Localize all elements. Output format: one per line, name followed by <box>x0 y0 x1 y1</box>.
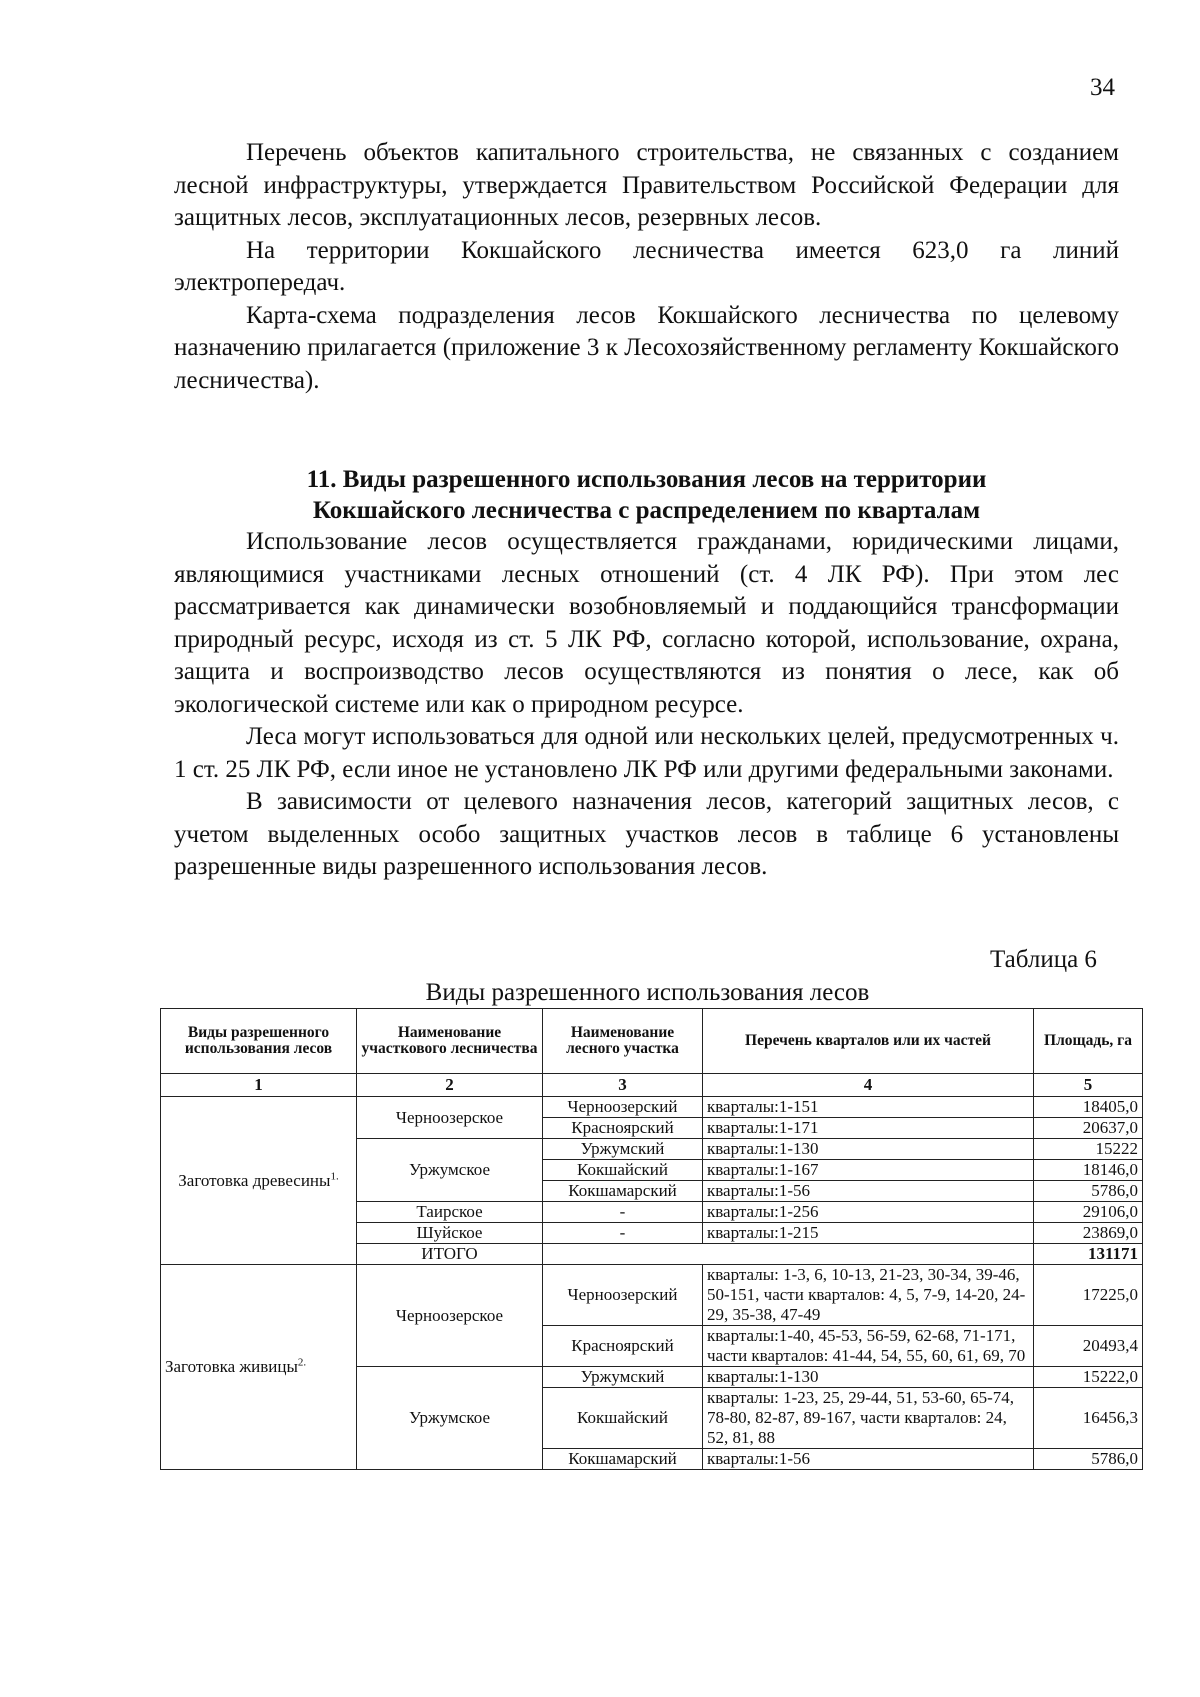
column-header: Перечень кварталов или их частей <box>703 1009 1034 1074</box>
forestry-cell: Таирское <box>357 1202 543 1223</box>
area-cell: 5786,0 <box>1034 1449 1143 1470</box>
column-header: Площадь, га <box>1034 1009 1143 1074</box>
plot-cell: Уржумский <box>543 1139 703 1160</box>
footnote-marker: 2. <box>297 1356 307 1369</box>
area-cell: 23869,0 <box>1034 1223 1143 1244</box>
heading-line: Кокшайского лесничества с распределением по кварталам <box>312 497 981 524</box>
paragraph: Перечень объектов капитального строительства, не связанных с созданием лесной инфраструктуры, утверждается Правительством Российской Федерации для защитных лесов, эксплуатационных лесов, резервных лесов. <box>174 139 1119 231</box>
area-cell: 15222 <box>1034 1139 1143 1160</box>
quarters-cell: кварталы:1-56 <box>703 1449 1034 1470</box>
quarters-cell: кварталы:1-151 <box>703 1097 1034 1118</box>
paragraph: На территории Кокшайского лесничества имеется 623,0 га линий электропередач. <box>174 236 1119 296</box>
area-cell: 18146,0 <box>1034 1160 1143 1181</box>
plot-cell: Кокшамарский <box>543 1449 703 1470</box>
quarters-cell: кварталы:1-56 <box>703 1181 1034 1202</box>
plot-cell: Кокшамарский <box>543 1181 703 1202</box>
paragraph: Леса могут использоваться для одной или нескольких целей, предусмотренных ч. 1 ст. 25 ЛК РФ, если иное не установлено ЛК РФ или другими федеральными законами. <box>174 723 1119 783</box>
paragraph: В зависимости от целевого назначения лесов, категорий защитных лесов, с учетом выделенных особо защитных участков лесов в таблице 6 установлены разрешенные виды разрешенного использования лесов. <box>174 788 1119 880</box>
forestry-cell: Шуйское <box>357 1223 543 1244</box>
table-row <box>161 1265 1143 1326</box>
quarters-cell: кварталы:1-130 <box>703 1367 1034 1388</box>
column-number: 1 <box>161 1074 357 1097</box>
column-number: 4 <box>703 1074 1034 1097</box>
use-type-cell <box>161 1097 357 1265</box>
use-type-cell <box>161 1265 357 1470</box>
plot-cell: Уржумский <box>543 1367 703 1388</box>
quarters-cell: кварталы:1-130 <box>703 1139 1034 1160</box>
page-number: 34 <box>1090 74 1115 101</box>
table-label: Таблица 6 <box>990 946 1097 973</box>
column-header: Наименование участкового лесничества <box>357 1009 543 1074</box>
total-value: 131171 <box>1034 1244 1143 1265</box>
area-cell: 15222,0 <box>1034 1367 1143 1388</box>
forestry-cell: Уржумское <box>357 1139 543 1202</box>
quarters-cell: кварталы:1-171 <box>703 1118 1034 1139</box>
plot-cell: Черноозерский <box>543 1265 703 1326</box>
use-type-label: Заготовка древесины <box>178 1170 331 1190</box>
body-text <box>174 526 1119 884</box>
paragraph: Карта-схема подразделения лесов Кокшайского лесничества по целевому назначению прилагается (приложение 3 к Лесохозяйственному регламенту Кокшайского лесничества). <box>174 301 1119 394</box>
column-header: Виды разрешенного использования лесов <box>161 1009 357 1074</box>
area-cell: 17225,0 <box>1034 1265 1143 1326</box>
area-cell: 29106,0 <box>1034 1202 1143 1223</box>
heading-line: 11. Виды разрешенного использования лесов на территории <box>306 466 987 493</box>
forestry-cell: Уржумское <box>357 1367 543 1470</box>
area-cell: 16456,3 <box>1034 1388 1143 1449</box>
plot-cell: Красноярский <box>543 1326 703 1367</box>
area-cell: 20637,0 <box>1034 1118 1143 1139</box>
plot-cell: Черноозерский <box>543 1097 703 1118</box>
column-header: Наименование лесного участка <box>543 1009 703 1074</box>
quarters-cell: кварталы:1-40, 45-53, 56-59, 62-68, 71-171, части кварталов: 41-44, 54, 55, 60, 61, 69, 70 <box>703 1326 1034 1367</box>
section-heading <box>174 464 1119 526</box>
quarters-cell: кварталы:1-167 <box>703 1160 1034 1181</box>
quarters-cell: кварталы:1-256 <box>703 1202 1034 1223</box>
table-header-row <box>161 1009 1143 1074</box>
table-title: Виды разрешенного использования лесов <box>425 979 870 1006</box>
total-label: ИТОГО <box>357 1244 543 1265</box>
forest-use-table <box>160 1008 1143 1470</box>
table-row <box>161 1097 1143 1118</box>
plot-cell: Красноярский <box>543 1118 703 1139</box>
paragraph: Использование лесов осуществляется гражданами, юридическими лицами, являющимися участниками лесных отношений (ст. 4 ЛК РФ). При этом лес рассматривается как динамически возобновляемый и поддающийся трансформации природный ресурс, исходя из ст. 5 ЛК РФ, согласно которой, использование, охрана, защита и воспроизводство лесов осуществляются из понятия о лесе, как об экологической системе или как о природном ресурсе. <box>174 528 1119 718</box>
column-number: 2 <box>357 1074 543 1097</box>
area-cell: 18405,0 <box>1034 1097 1143 1118</box>
column-number: 3 <box>543 1074 703 1097</box>
quarters-cell: кварталы: 1-23, 25, 29-44, 51, 53-60, 65-74, 78-80, 82-87, 89-167, части кварталов: 24, 52, 81, 88 <box>703 1388 1034 1449</box>
column-number: 5 <box>1034 1074 1143 1097</box>
forestry-cell: Черноозерское <box>357 1097 543 1139</box>
footnote-marker: 1. <box>330 1169 339 1182</box>
plot-cell: - <box>543 1223 703 1244</box>
area-cell: 5786,0 <box>1034 1181 1143 1202</box>
plot-cell: - <box>543 1202 703 1223</box>
plot-cell: Кокшайский <box>543 1388 703 1449</box>
intro-text <box>174 137 1119 397</box>
area-cell: 20493,4 <box>1034 1326 1143 1367</box>
empty-cell <box>543 1244 1034 1265</box>
use-type-label: Заготовка живицы <box>165 1357 298 1376</box>
plot-cell: Кокшайский <box>543 1160 703 1181</box>
quarters-cell: кварталы: 1-3, 6, 10-13, 21-23, 30-34, 39-46, 50-151, части кварталов: 4, 5, 7-9, 14-20, 24-29, 35-38, 47-49 <box>703 1265 1034 1326</box>
forestry-cell: Черноозерское <box>357 1265 543 1367</box>
quarters-cell: кварталы:1-215 <box>703 1223 1034 1244</box>
column-number-row <box>161 1074 1143 1097</box>
